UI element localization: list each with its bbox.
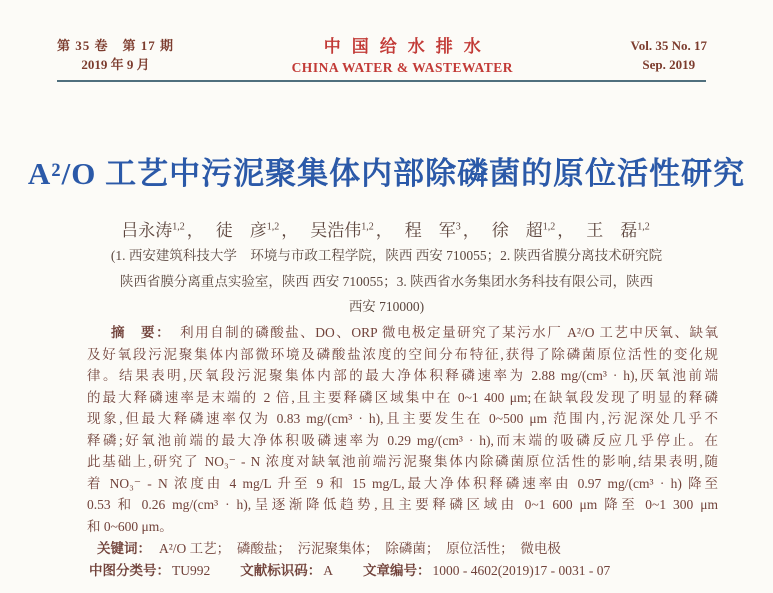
author [310, 221, 393, 240]
affiliation-line: (1. 西安建筑科技大学 环境与市政工程学院，陕西 西安 710055；2. 陕西省膜分离技术研究院 [110, 248, 663, 263]
article-title: A²/O 工艺中污泥聚集体内部除磷菌的原位活性研究 [27, 156, 746, 191]
author-affiliation-sup: 1,2 [361, 221, 374, 232]
abstract-block [87, 322, 718, 537]
issue-volume-cn: 第 35 卷 第 17 期 [57, 38, 175, 53]
author [121, 221, 204, 240]
keywords-content: A²/O 工艺； 磷酸盐； 污泥聚集体； 除磷菌； 原位活性； 微电极 [159, 541, 561, 556]
document-code-value: A [323, 563, 333, 578]
author-separator: ， [557, 220, 575, 240]
author-name: 吕永涛 [121, 220, 173, 240]
journal-header [57, 36, 707, 77]
author [492, 221, 575, 240]
document-code-label: 文献标识码： [240, 563, 322, 578]
affiliation-line: 西安 710000) [348, 299, 425, 314]
journal-title-block [292, 37, 513, 77]
clc-number-value: TU992 [172, 563, 211, 578]
author-affiliation-sup: 1,2 [637, 221, 650, 232]
clc-number-label: 中图分类号： [89, 563, 170, 578]
abstract-line: 律。结果表明,厌氧段污泥聚集体内部的最大净体积释磷速率为 2.88 mg/(cm³ · h),厌氧池前端 [87, 368, 718, 383]
abstract-line: 0.53 和 0.26 mg/(cm³ · h),呈逐渐降低趋势,且主要释磷区域由 0~1 600 μm 降至 0~1 300 μm [87, 497, 718, 512]
author-separator: ， [281, 220, 299, 240]
author-name: 徒 彦 [215, 220, 267, 240]
abstract-line: 和 0~600 μm。 [87, 518, 173, 534]
issue-date-en: Sep. 2019 [642, 57, 696, 72]
abstract-line: 及好氧段污泥聚集体内部微环境及磷酸盐浓度的空间分布特征,获得了除磷菌原位活性的变化规 [87, 346, 718, 362]
author-affiliation-sup: 1,2 [172, 221, 185, 232]
abstract-line: 释磷;好氧池前端的最大净体积吸磷速率为 0.29 mg/(cm³ · h),而末端的吸磷反应几乎停止。在 [87, 432, 718, 448]
article-id-label: 文章编号： [363, 563, 431, 578]
keywords-line [97, 538, 718, 559]
author [216, 221, 299, 240]
volume-number-en: Vol. 35 No. 17 [630, 38, 707, 53]
abstract-line: 现象,但最大释磷速率仅为 0.83 mg/(cm³ · h),且主要发生在 0~500 μm 范围内,污泥深处几乎不 [87, 411, 718, 426]
abstract-text: 利用自制的磷酸盐、DO、ORP 微电极定量研究了某污水厂 A²/O 工艺中厌氧、缺氧 [180, 325, 718, 340]
article-id-value: 1000 - 4602(2019)17 - 0031 - 07 [432, 563, 611, 578]
author-name: 徐 超 [491, 220, 543, 240]
author-affiliation-sup: 1,2 [266, 221, 280, 232]
classification-line [89, 560, 718, 581]
keywords-label: 关键词： [97, 541, 151, 556]
issue-date-cn: 2019 年 9 月 [81, 57, 150, 72]
journal-title-cn: 中国给水排水 [323, 37, 492, 56]
author-separator: ， [186, 220, 204, 240]
header-divider [57, 80, 706, 82]
abstract-line: 着 NO₃⁻ - N 浓度由 4 mg/L 升至 9 和 15 mg/L,最大净体积释磷速率由 0.97 mg/(cm³ · h) 降至 [87, 475, 718, 491]
author [405, 221, 480, 240]
abstract-line: 的最大释磷速率是末端的 2 倍,且主要释磷区域集中在 0~1 400 μm;在缺氧段发现了明显的释磷 [87, 389, 718, 405]
affiliation-line: 陕西省膜分离重点实验室，陕西 西安 710055；3. 陕西省水务集团水务科技有限公司，陕西 [119, 273, 654, 289]
author-name: 程 军 [404, 220, 456, 240]
author-name: 王 磊 [586, 220, 638, 240]
author-separator: ， [375, 220, 393, 240]
issue-info-block [57, 36, 174, 74]
author-affiliation-sup: 3 [455, 221, 461, 232]
abstract-label: 摘 要： [111, 325, 172, 340]
author-affiliation-sup: 1,2 [542, 221, 556, 232]
abstract-line [87, 322, 718, 344]
volume-info-block [631, 36, 707, 74]
affiliations-block [0, 243, 773, 320]
author-separator: ， [462, 220, 480, 240]
abstract-line: 此基础上,研究了 NO₃⁻ - N 浓度对缺氧池前端污泥聚集体内除磷菌原位活性的影响,结果表明,随 [87, 454, 718, 469]
journal-title-en: CHINA WATER & WASTEWATER [291, 60, 513, 75]
author [586, 221, 652, 240]
author-list [0, 214, 773, 244]
author-name: 吴浩伟 [310, 220, 362, 240]
